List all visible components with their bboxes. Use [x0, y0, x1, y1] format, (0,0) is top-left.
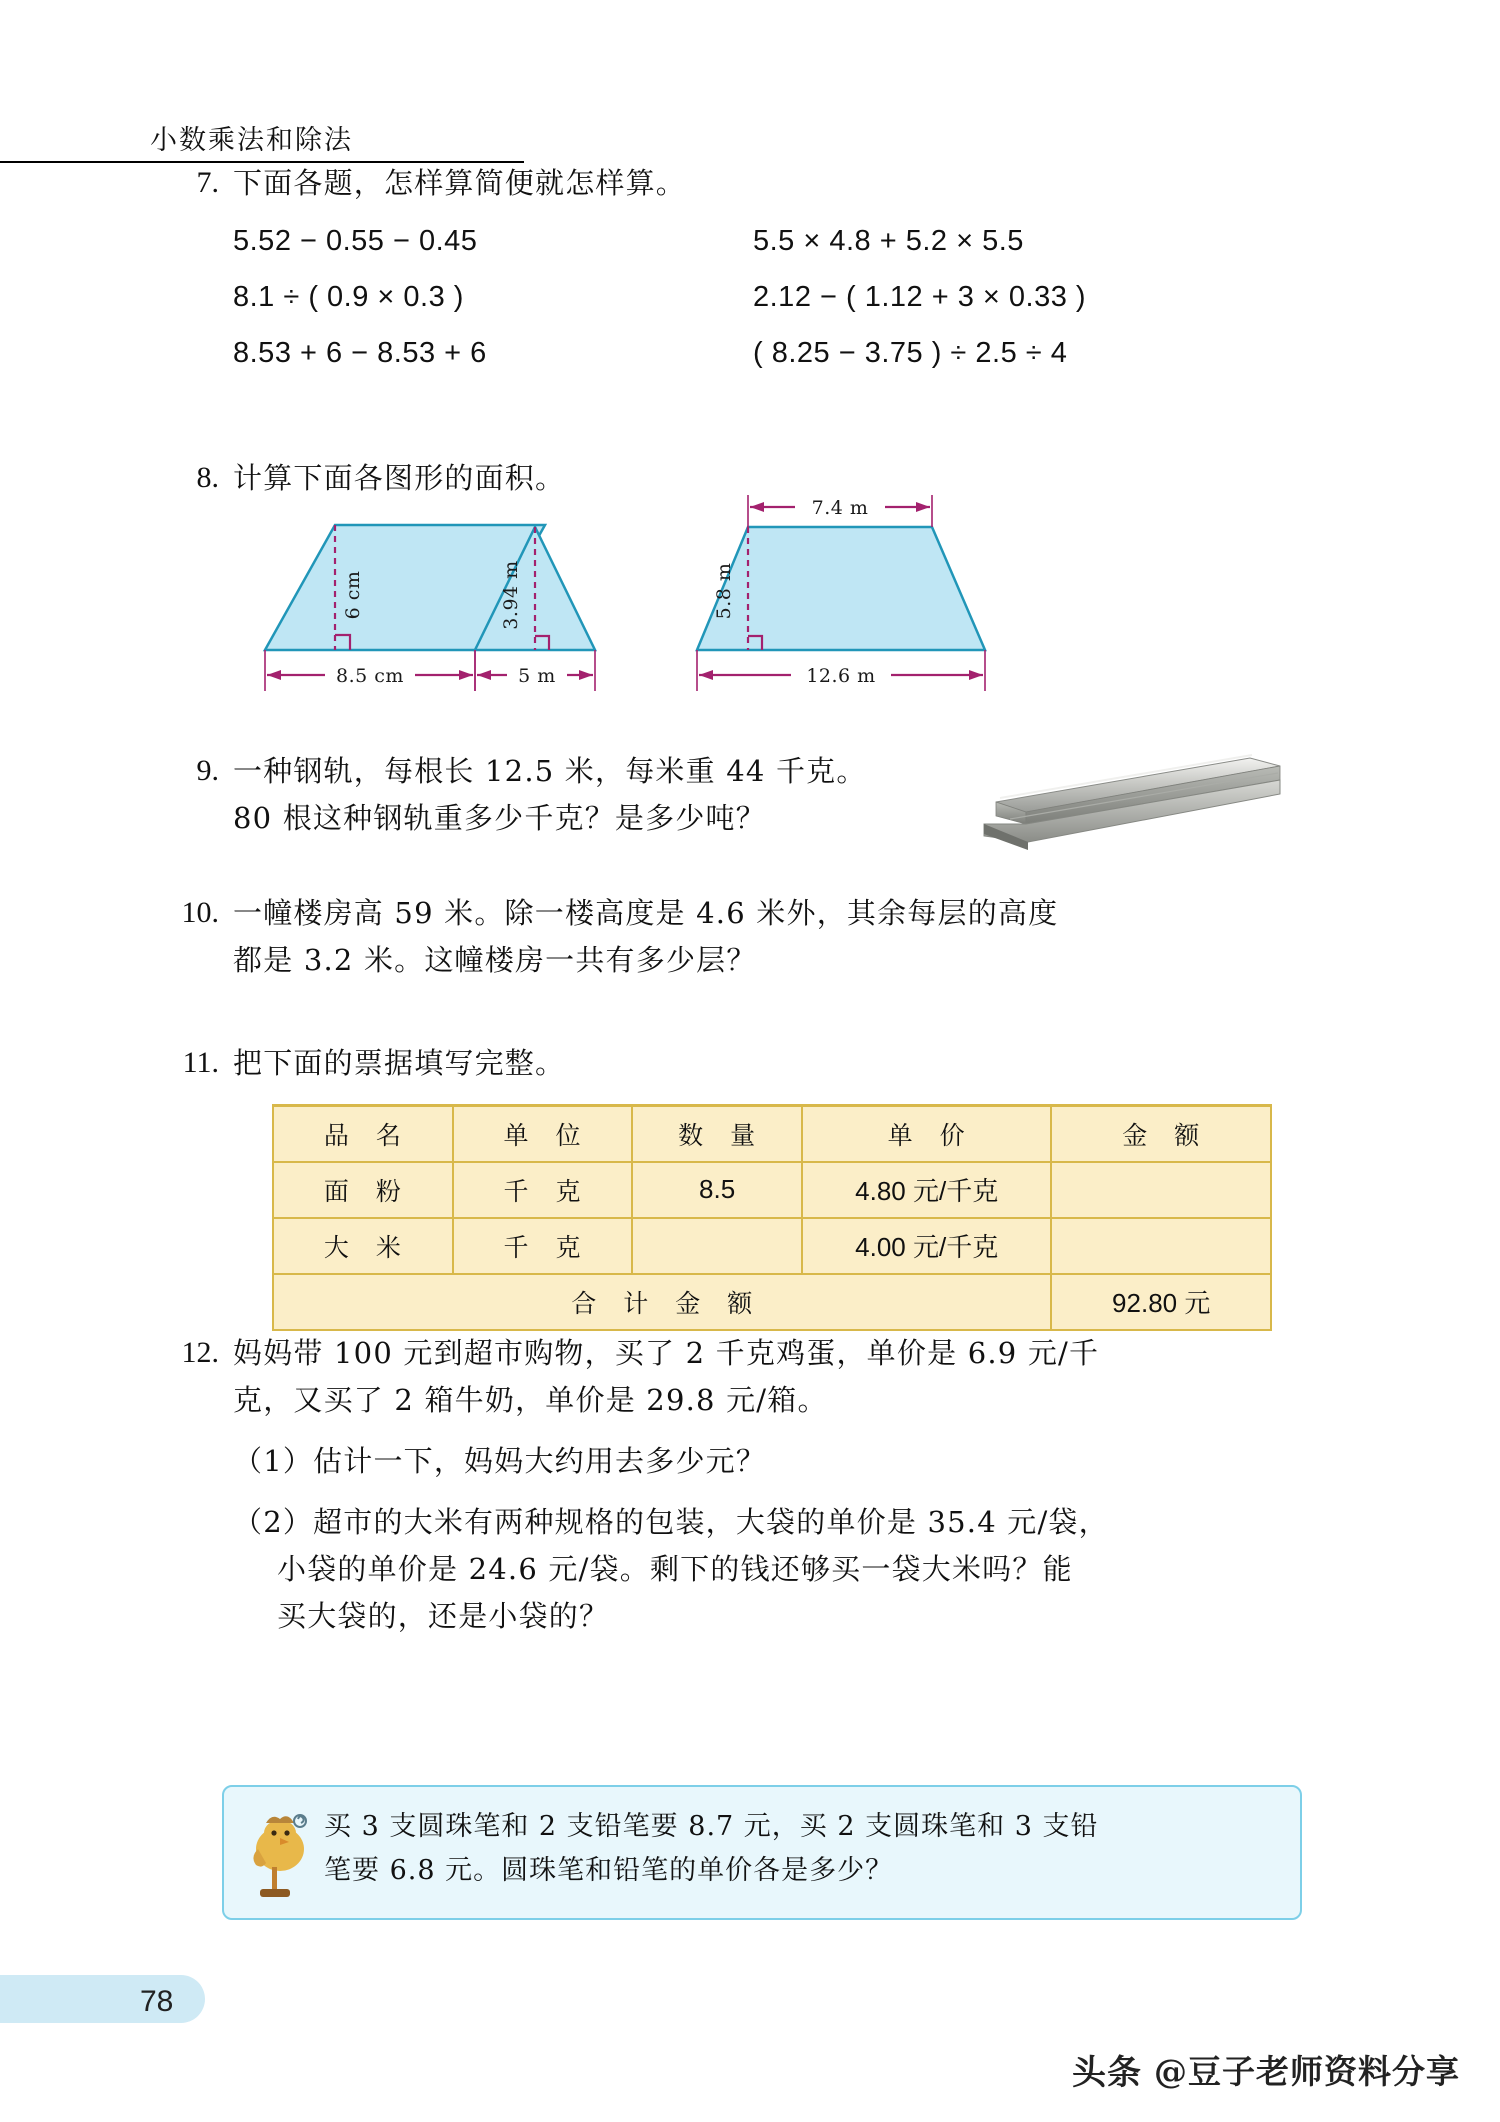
problem-12-sub-2-line-1: （2）超市的大米有两种规格的包装，大袋的单价是 35.4 元/袋， [233, 1504, 1109, 1539]
problem-7-expressions [233, 219, 1086, 375]
figure-trapezoid [697, 495, 985, 691]
figures-svg [175, 495, 1435, 725]
problem-9-line-1: 一种钢轨，每根长 12.5 米，每米重 44 千克。 [233, 754, 867, 788]
problem-8-prompt: 计算下面各图形的面积。 [233, 461, 566, 495]
parallelogram-base-label: 8.5 cm [336, 665, 404, 687]
problem-8-number: 8. [196, 461, 219, 494]
problem-9-line-2: 80 根这种钢轨重多少千克？是多少吨？ [233, 800, 766, 835]
problem-12-sub-2-line-2: 小袋的单价是 24.6 元/袋。剩下的钱还够买一袋大米吗？能 [277, 1551, 1073, 1586]
problem-12-sub-2-line-3: 买大袋的，还是小袋的？ [277, 1598, 610, 1633]
receipt-header-row [273, 1106, 1271, 1162]
problem-10-line-1: 一幢楼房高 59 米。除一楼高度是 4.6 米外，其余每层的高度 [233, 896, 1059, 930]
think-hint-box [222, 1785, 1302, 1920]
problem-12-number: 12. [181, 1336, 219, 1369]
cell-unit-rice: 千 克 [453, 1218, 633, 1274]
page-number: 78 [140, 1985, 174, 2018]
cell-name-rice: 大 米 [273, 1218, 453, 1274]
cell-qty-flour[interactable]: 8.5 [632, 1162, 802, 1218]
problem-7-number: 7. [196, 166, 219, 199]
header-quantity: 数 量 [632, 1106, 802, 1162]
receipt-table [272, 1104, 1272, 1331]
steel-rail-photo [980, 750, 1290, 860]
expression-3-right: ( 8.25 − 3.75 ) ÷ 2.5 ÷ 4 [753, 337, 1068, 370]
cell-amount-rice[interactable] [1051, 1218, 1271, 1274]
receipt-row-rice [273, 1218, 1271, 1274]
chapter-title: 小数乘法和除法 [150, 125, 353, 156]
problem-12-sub-1: （1）估计一下，妈妈大约用去多少元？ [233, 1443, 767, 1478]
expression-1-right: 5.5 × 4.8 + 5.2 × 5.5 [753, 224, 1024, 257]
watermark-text: @豆子老师资料分享 [1154, 2052, 1460, 2091]
expression-2-left: 8.1 ÷ ( 0.9 × 0.3 ) [233, 281, 464, 314]
problem-11-prompt: 把下面的票据填写完整。 [233, 1046, 566, 1080]
cell-price-flour: 4.80 元/千克 [802, 1162, 1051, 1218]
problem-7 [175, 160, 1325, 375]
problem-12 [175, 1330, 1395, 1640]
problem-9 [175, 748, 1005, 842]
trapezoid-base-label: 12.6 m [806, 665, 876, 687]
page-header [0, 118, 524, 163]
problem-12-line-2: 克，又买了 2 箱牛奶，单价是 29.8 元/箱。 [233, 1382, 828, 1417]
receipt-row-flour [273, 1162, 1271, 1218]
page-number-bar [0, 1975, 205, 2023]
problem-11-number: 11. [182, 1046, 219, 1079]
triangle-base-label: 5 m [518, 665, 556, 687]
steel-rail-svg [980, 750, 1290, 860]
chick-mascot-icon [242, 1809, 320, 1901]
triangle-height-label: 3.94 m [500, 560, 522, 630]
problem-9-number: 9. [196, 754, 219, 787]
problem-10-number: 10. [181, 896, 219, 929]
trapezoid-top-label: 7.4 m [811, 497, 869, 519]
expression-2-right: 2.12 − ( 1.12 + 3 × 0.33 ) [753, 281, 1087, 314]
watermark [1072, 2045, 1460, 2094]
problem-12-line-1: 妈妈带 100 元到超市购物，买了 2 千克鸡蛋，单价是 6.9 元/千 [233, 1336, 1100, 1370]
cell-qty-rice[interactable] [632, 1218, 802, 1274]
total-label: 合 计 金 额 [273, 1274, 1051, 1330]
problem-7-prompt: 下面各题，怎样算简便就怎样算。 [233, 166, 687, 200]
hint-line-2: 笔要 6.8 元。圆珠笔和铅笔的单价各是多少？ [324, 1854, 894, 1886]
problem-11 [175, 1040, 1075, 1087]
cell-unit-flour: 千 克 [453, 1162, 633, 1218]
header-amount: 金 额 [1051, 1106, 1271, 1162]
hint-line-1: 买 3 支圆珠笔和 2 支铅笔要 8.7 元，买 2 支圆珠笔和 3 支铅 [324, 1811, 1099, 1842]
trapezoid-height-label: 5.8 m [713, 562, 735, 620]
cell-amount-flour[interactable] [1051, 1162, 1271, 1218]
problem-8-figures [175, 495, 1435, 725]
header-unit-price: 单 价 [802, 1106, 1051, 1162]
total-value: 92.80 元 [1051, 1274, 1271, 1330]
expression-1-left: 5.52 − 0.55 − 0.45 [233, 224, 478, 257]
cell-price-rice: 4.00 元/千克 [802, 1218, 1051, 1274]
cell-name-flour: 面 粉 [273, 1162, 453, 1218]
receipt-total-row [273, 1274, 1271, 1330]
problem-10 [175, 890, 1355, 984]
parallelogram-height-label: 6 cm [342, 570, 364, 620]
problem-10-line-2: 都是 3.2 米。这幢楼房一共有多少层？ [233, 942, 757, 977]
header-product-name: 品 名 [273, 1106, 453, 1162]
expression-3-left: 8.53 + 6 − 8.53 + 6 [233, 337, 487, 370]
watermark-logo: 头条 [1072, 2053, 1142, 2093]
header-unit: 单 位 [453, 1106, 633, 1162]
